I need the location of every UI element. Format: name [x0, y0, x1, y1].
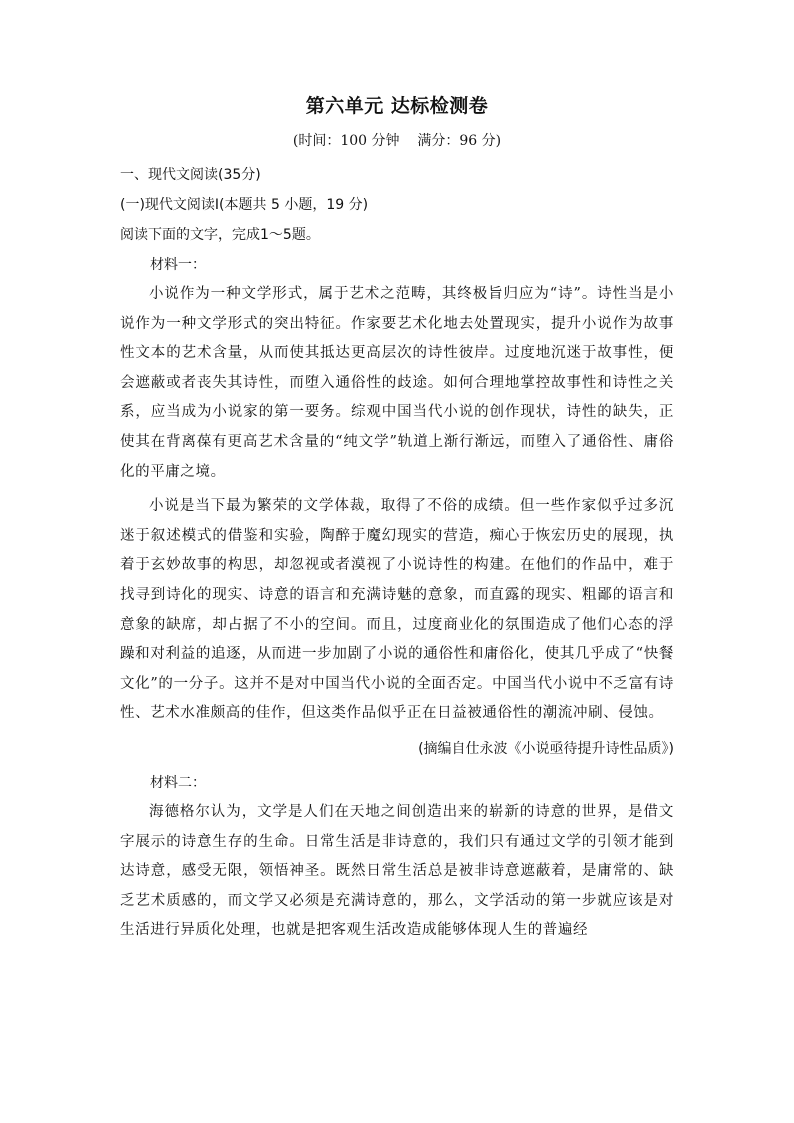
- material-1-label: 材料一：: [150, 257, 206, 273]
- material-1-paragraph-1: 小说作为一种文学形式，属于艺术之范畴，其终极旨归应为“诗”。诗性当是小说作为一种文学形式的突出特征。作家要艺术化地去处置现实，提升小说作为故事性文本的艺术含量，从而使其抵达更高层次的诗性彼岸。过度地沉迷于故事性，便会遮蔽或者丧失其诗性，而堕入通俗性的歧途。如何合理地掌控故事性和诗性之关系，应当成为小说家的第一要务。综观中国当代小说的创作现状，诗性的缺失，正使其在背离葆有更高艺术含量的“纯文学”轨道上渐行渐远，而堕入了通俗性、庸俗化的平庸之境。: [120, 286, 674, 480]
- material-2-label: 材料二：: [150, 774, 206, 791]
- section-heading: 一、现代文阅读(35分): [120, 167, 261, 183]
- material-1-source: (摘编自仕永波《小说亟待提升诗性品质》): [418, 740, 674, 757]
- material-2-paragraph-1: 海德格尔认为，文学是人们在天地之间创造出来的崭新的诗意的世界，是借文字展示的诗意生存的生命。日常生活是非诗意的，我们只有通过文学的引领才能到达诗意，感受无限，领悟神圣。既然日常生活总是被非诗意遮蔽着，是庸常的、缺乏艺术质感的，而文学又必须是充满诗意的，那么，文学活动的第一步就应该是对生活进行异质化处理，也就是把客观生活改造成能够体现人生的普遍经: [120, 803, 674, 939]
- page-title: 第六单元 达标检测卷: [305, 95, 489, 117]
- instruction-text: 阅读下面的文字，完成1～5题。: [120, 227, 320, 243]
- material-1-paragraph-2: 小说是当下最为繁荣的文学体裁，取得了不俗的成绩。但一些作家似乎过多沉迷于叙述模式的借鉴和实验，陶醉于魔幻现实的营造，痴心于恢宏历史的展现，执着于玄妙故事的构思，却忽视或者漠视了小说诗性的构建。在他们的作品中，难于找寻到诗化的现实、诗意的语言和充满诗魅的意象，而直露的现实、粗鄙的语言和意象的缺席，却占据了不小的空间。而且，过度商业化的氛围造成了他们心态的浮躁和对利益的追逐，从而进一步加剧了小说的通俗性和庸俗化，使其几乎成了“快餐文化”的一分子。这并不是对中国当代小说的全面否定。中国当代小说中不乏富有诗性、艺术水准颇高的佳作，但这类作品似乎正在日益被通俗性的潮流冲刷、侵蚀。: [120, 498, 674, 722]
- subsection-heading: (一)现代文阅读Ⅰ(本题共 5 小题，19 分): [120, 197, 369, 213]
- document-content: [120, 92, 674, 951]
- exam-info: (时间：100 分钟 满分：96 分): [292, 133, 502, 149]
